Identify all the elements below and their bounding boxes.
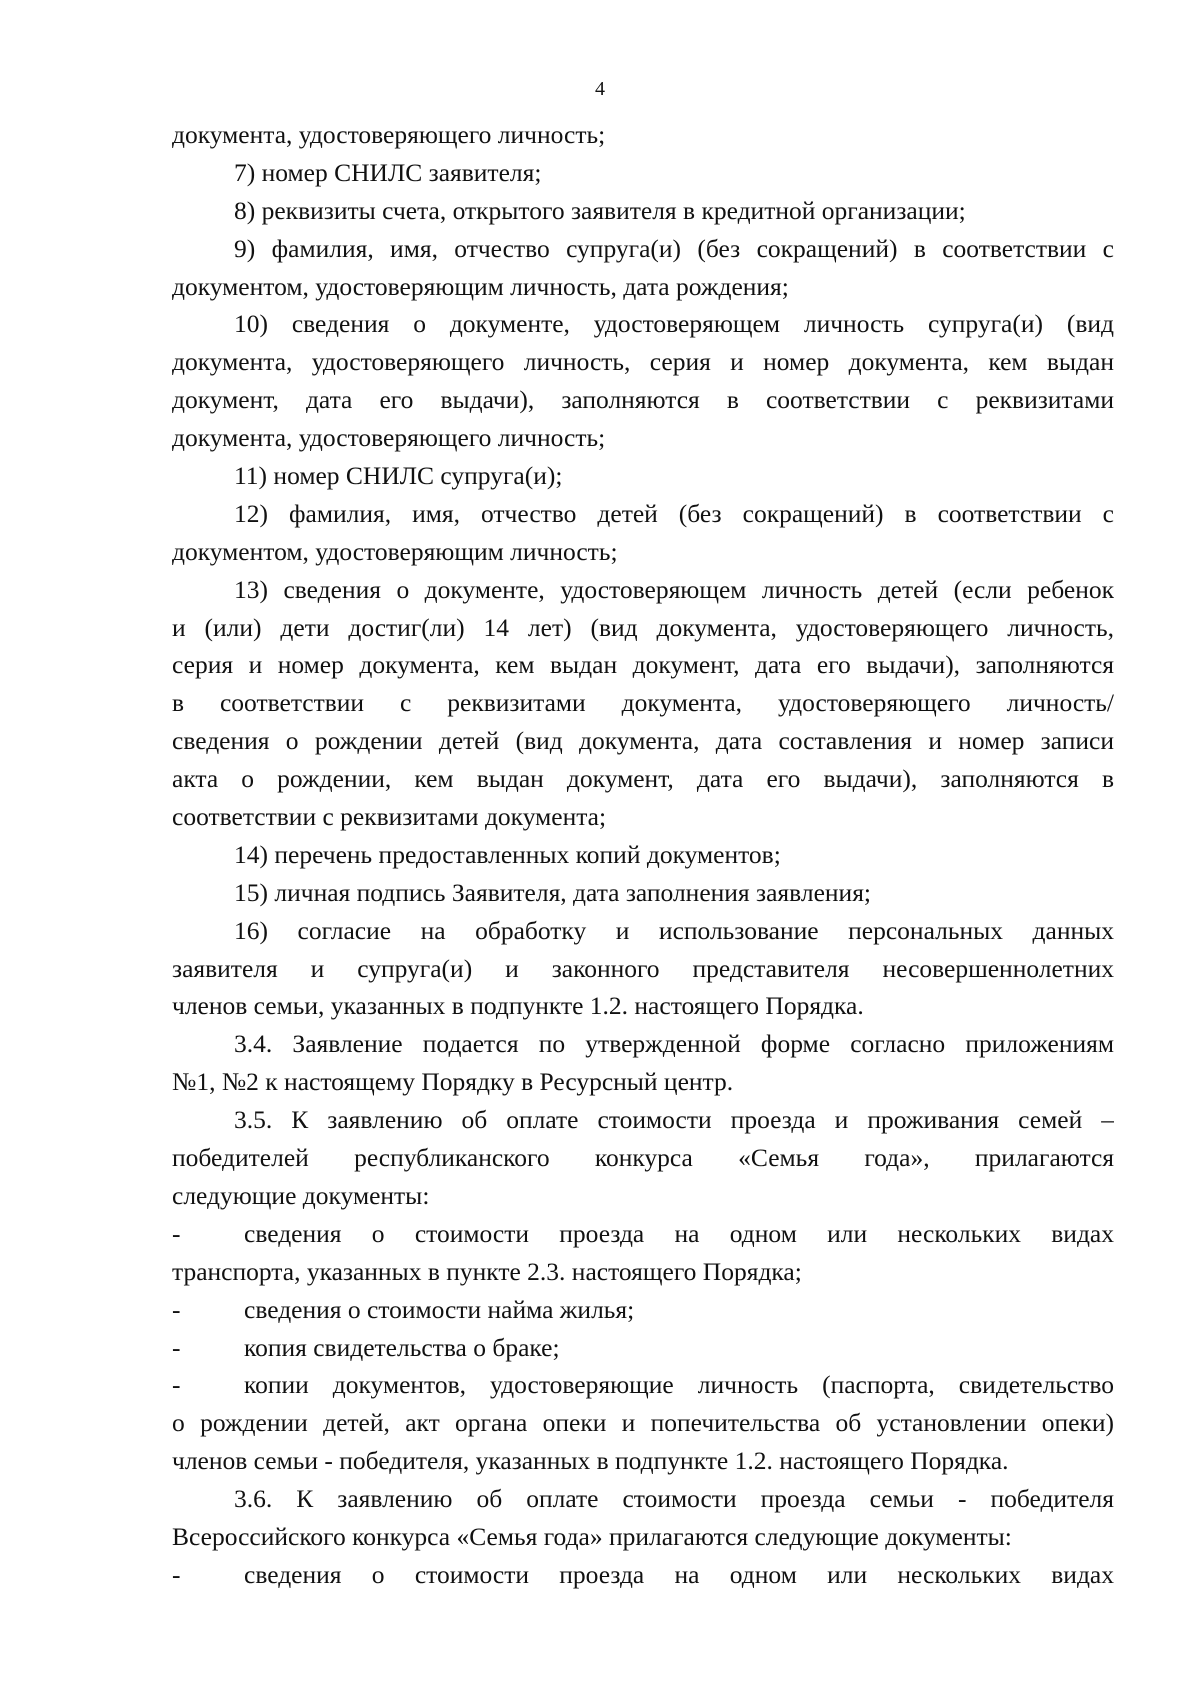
text-line: 10) сведения о документе, удостоверяющем личность супруга(и) (вид <box>234 309 1114 339</box>
page-number: 4 <box>595 78 605 100</box>
dash-bullet: - <box>172 1559 181 1589</box>
list-item-text: сведения о стоимости проезда на одном или нескольких видах <box>244 1559 1114 1589</box>
text-line: документа, удостоверяющего личность, серия и номер документа, кем выдан <box>172 347 1114 377</box>
text-line: 9) фамилия, имя, отчество супруга(и) (без сокращений) в соответствии с <box>234 233 1114 263</box>
text-line: 3.6. К заявлению об оплате стоимости проезда семьи - победителя <box>234 1484 1114 1514</box>
list-item <box>172 1366 1114 1404</box>
text-line: следующие документы: <box>172 1180 430 1210</box>
list-item-text: сведения о стоимости проезда на одном или нескольких видах <box>244 1218 1114 1248</box>
text-line: документ, дата его выдачи), заполняются в соответствии с реквизитами <box>172 385 1114 415</box>
text-line: заявителя и супруга(и) и законного представителя несовершеннолетних <box>172 953 1114 983</box>
text-line: о рождении детей, акт органа опеки и попечительства об установлении опеки) <box>172 1408 1114 1438</box>
text-line: серия и номер документа, кем выдан документ, дата его выдачи), заполняются <box>172 650 1114 680</box>
text-line: 8) реквизиты счета, открытого заявителя в кредитной организации; <box>234 195 966 225</box>
list-item-text: копия свидетельства о браке; <box>244 1332 560 1362</box>
list-item <box>172 1215 1114 1253</box>
text-line: в соответствии с реквизитами документа, удостоверяющего личность/ <box>172 688 1114 718</box>
text-line: 13) сведения о документе, удостоверяющем личность детей (если ребенок <box>234 574 1114 604</box>
list-item <box>172 1329 1114 1367</box>
text-line: членов семьи, указанных в подпункте 1.2. настоящего Порядка. <box>172 991 864 1021</box>
text-line: и (или) дети достиг(ли) 14 лет) (вид документа, удостоверяющего личность, <box>172 612 1114 642</box>
text-line: членов семьи - победителя, указанных в подпункте 1.2. настоящего Порядка. <box>172 1446 1009 1476</box>
document-body <box>172 116 1114 1594</box>
list-item-text: сведения о стоимости найма жилья; <box>244 1294 635 1324</box>
text-line: документа, удостоверяющего личность; <box>172 423 606 453</box>
text-line: сведения о рождении детей (вид документа, дата составления и номер записи <box>172 726 1114 756</box>
text-line: 12) фамилия, имя, отчество детей (без сокращений) в соответствии с <box>234 498 1114 528</box>
text-line: транспорта, указанных в пункте 2.3. настоящего Порядка; <box>172 1256 802 1286</box>
text-line: документом, удостоверяющим личность; <box>172 536 618 566</box>
text-line: 15) личная подпись Заявителя, дата заполнения заявления; <box>234 877 872 907</box>
text-line: 3.5. К заявлению об оплате стоимости проезда и проживания семей – <box>234 1105 1114 1135</box>
dash-bullet: - <box>172 1294 181 1324</box>
text-line: 7) номер СНИЛС заявителя; <box>234 157 542 187</box>
text-line: 3.4. Заявление подается по утвержденной форме согласно приложениям <box>234 1029 1114 1059</box>
list-item <box>172 1556 1114 1594</box>
list-item <box>172 1291 1114 1329</box>
text-line: 14) перечень предоставленных копий документов; <box>234 839 781 869</box>
dash-bullet: - <box>172 1218 181 1248</box>
text-line: 16) согласие на обработку и использование персональных данных <box>234 915 1114 945</box>
text-line: соответствии с реквизитами документа; <box>172 802 607 832</box>
text-line: 11) номер СНИЛС супруга(и); <box>234 461 563 491</box>
text-line: акта о рождении, кем выдан документ, дата его выдачи), заполняются в <box>172 764 1114 794</box>
dash-bullet: - <box>172 1370 181 1400</box>
text-line: документом, удостоверяющим личность, дата рождения; <box>172 271 789 301</box>
dash-bullet: - <box>172 1332 181 1362</box>
text-line: №1, №2 к настоящему Порядку в Ресурсный центр. <box>172 1067 734 1097</box>
text-line: победителей республиканского конкурса «Семья года», прилагаются <box>172 1143 1114 1173</box>
list-item-text: копии документов, удостоверяющие личность (паспорта, свидетельство <box>244 1370 1114 1400</box>
text-line: документа, удостоверяющего личность; <box>172 120 606 149</box>
text-line: Всероссийского конкурса «Семья года» прилагаются следующие документы: <box>172 1521 1012 1551</box>
